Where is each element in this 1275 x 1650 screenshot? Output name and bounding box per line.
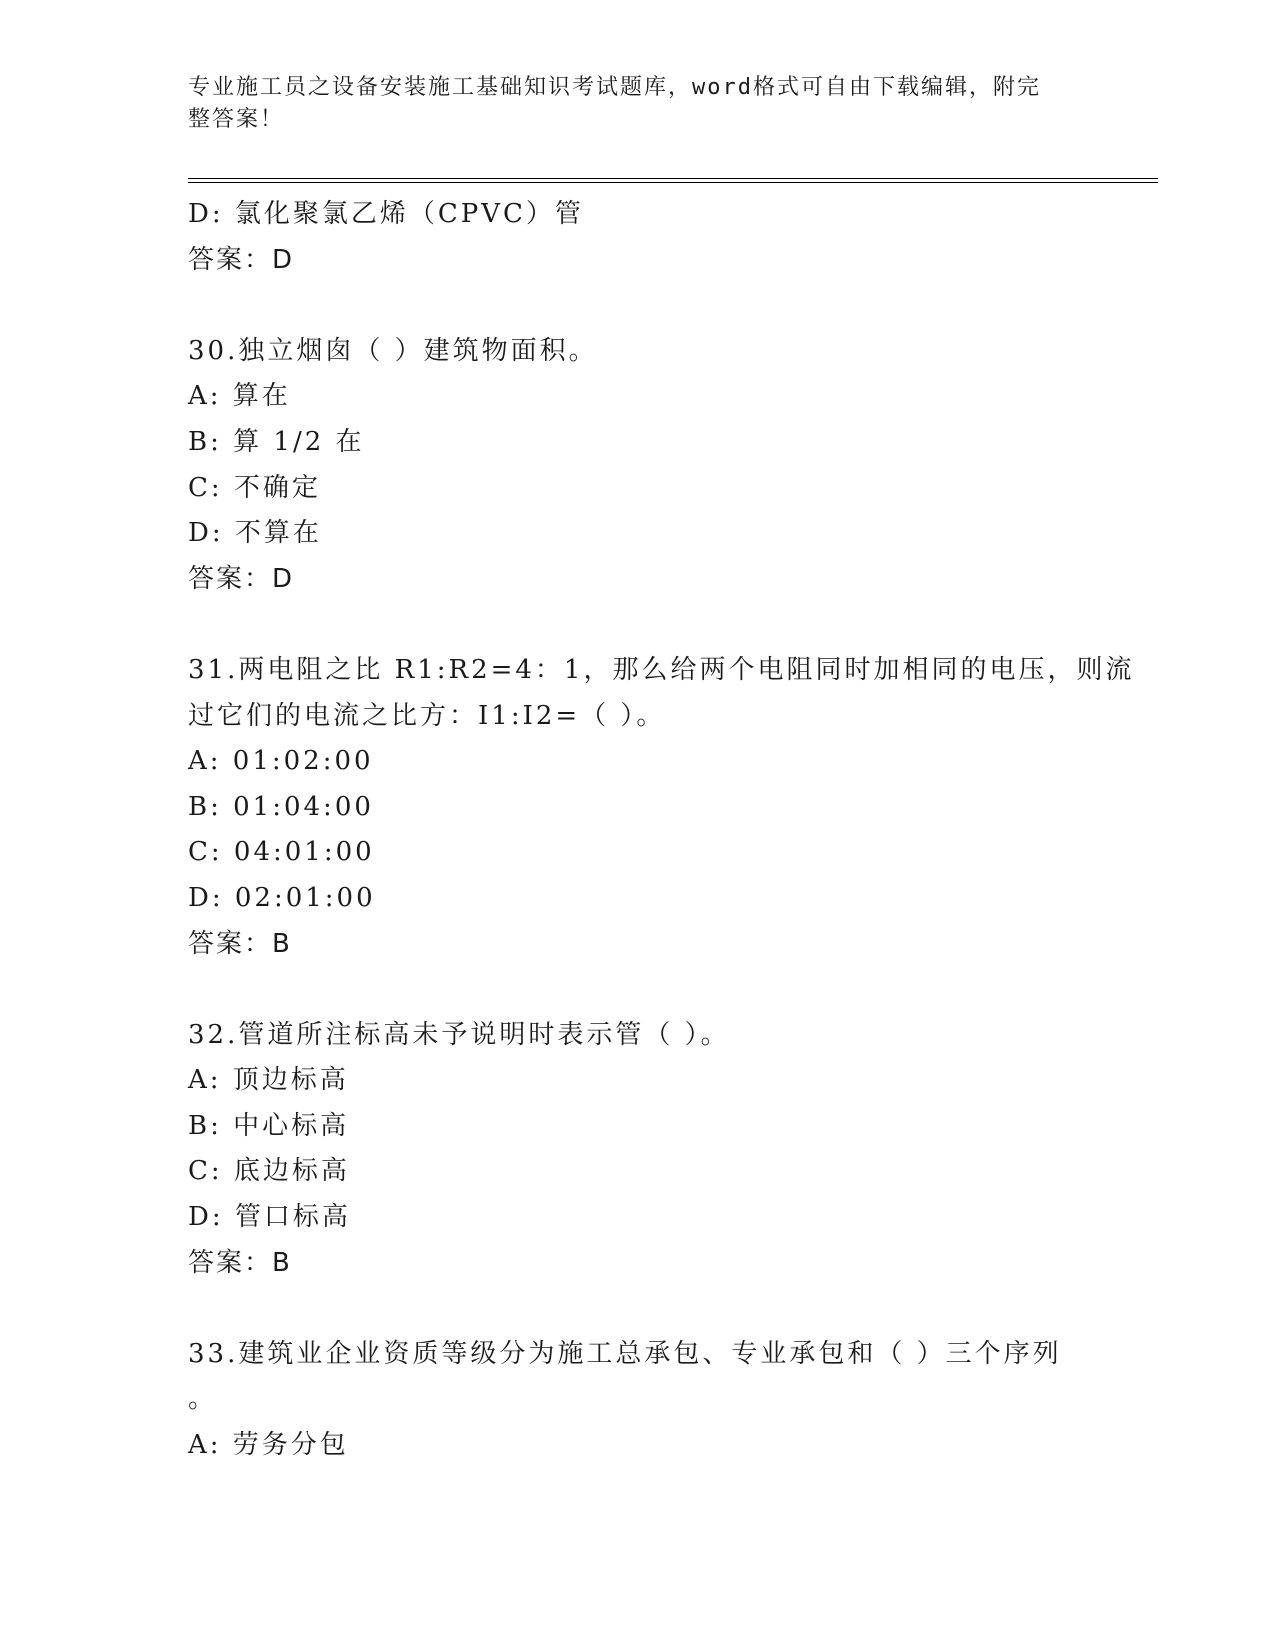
answer: 答案：D	[188, 244, 295, 275]
question-33	[188, 1332, 1088, 1469]
question-list	[188, 192, 1135, 1469]
question-text-line-2: 过它们的电流之比方：I1:I2=（ ）。	[188, 700, 666, 731]
option-d: D: 不算在	[188, 518, 322, 549]
question-prev-fragment	[188, 192, 1088, 283]
question-text-line-2: 。	[188, 1384, 218, 1415]
option-d: D: 氯化聚氯乙烯（CPVC）管	[188, 199, 584, 229]
page-header	[188, 72, 1088, 136]
option-a: A: 01:02:00	[188, 746, 374, 777]
header-line-2: 整答案！	[188, 107, 285, 132]
question-text: 32.管道所注标高未予说明时表示管（ ）。	[188, 1019, 730, 1050]
spacer	[188, 1286, 1088, 1332]
question-text: 30.独立烟囱（ ）建筑物面积。	[188, 335, 598, 366]
question-32	[188, 1013, 1088, 1287]
question-text-line-1: 31.两电阻之比 R1:R2=4：1，那么给两个电阻同时加相同的电压，则流	[188, 654, 1135, 685]
option-d: D: 管口标高	[188, 1202, 351, 1233]
option-a: A: 劳务分包	[188, 1430, 349, 1461]
answer: 答案：B	[188, 928, 292, 959]
header-divider-bottom	[188, 182, 1158, 183]
spacer	[188, 602, 1088, 648]
header-line-1: 专业施工员之设备安装施工基础知识考试题库，word格式可自由下载编辑，附完	[188, 75, 1041, 100]
option-a: A: 顶边标高	[188, 1065, 349, 1096]
question-30	[188, 329, 1088, 603]
question-31	[188, 648, 1135, 967]
answer: 答案：B	[188, 1247, 292, 1278]
question-text-line-1: 33.建筑业企业资质等级分为施工总承包、专业承包和（ ）三个序列	[188, 1338, 1062, 1369]
option-b: B: 01:04:00	[188, 791, 374, 822]
header-divider-top	[188, 178, 1158, 179]
answer: 答案：D	[188, 563, 295, 594]
option-d: D: 02:01:00	[188, 882, 376, 913]
spacer	[188, 283, 1088, 329]
option-b: B: 中心标高	[188, 1110, 350, 1141]
option-b: B: 算 1/2 在	[188, 426, 365, 457]
option-c: C: 不确定	[188, 472, 321, 503]
option-c: C: 04:01:00	[188, 837, 375, 868]
option-c: C: 底边标高	[188, 1156, 350, 1187]
option-a: A: 算在	[188, 381, 291, 412]
spacer	[188, 967, 1088, 1013]
